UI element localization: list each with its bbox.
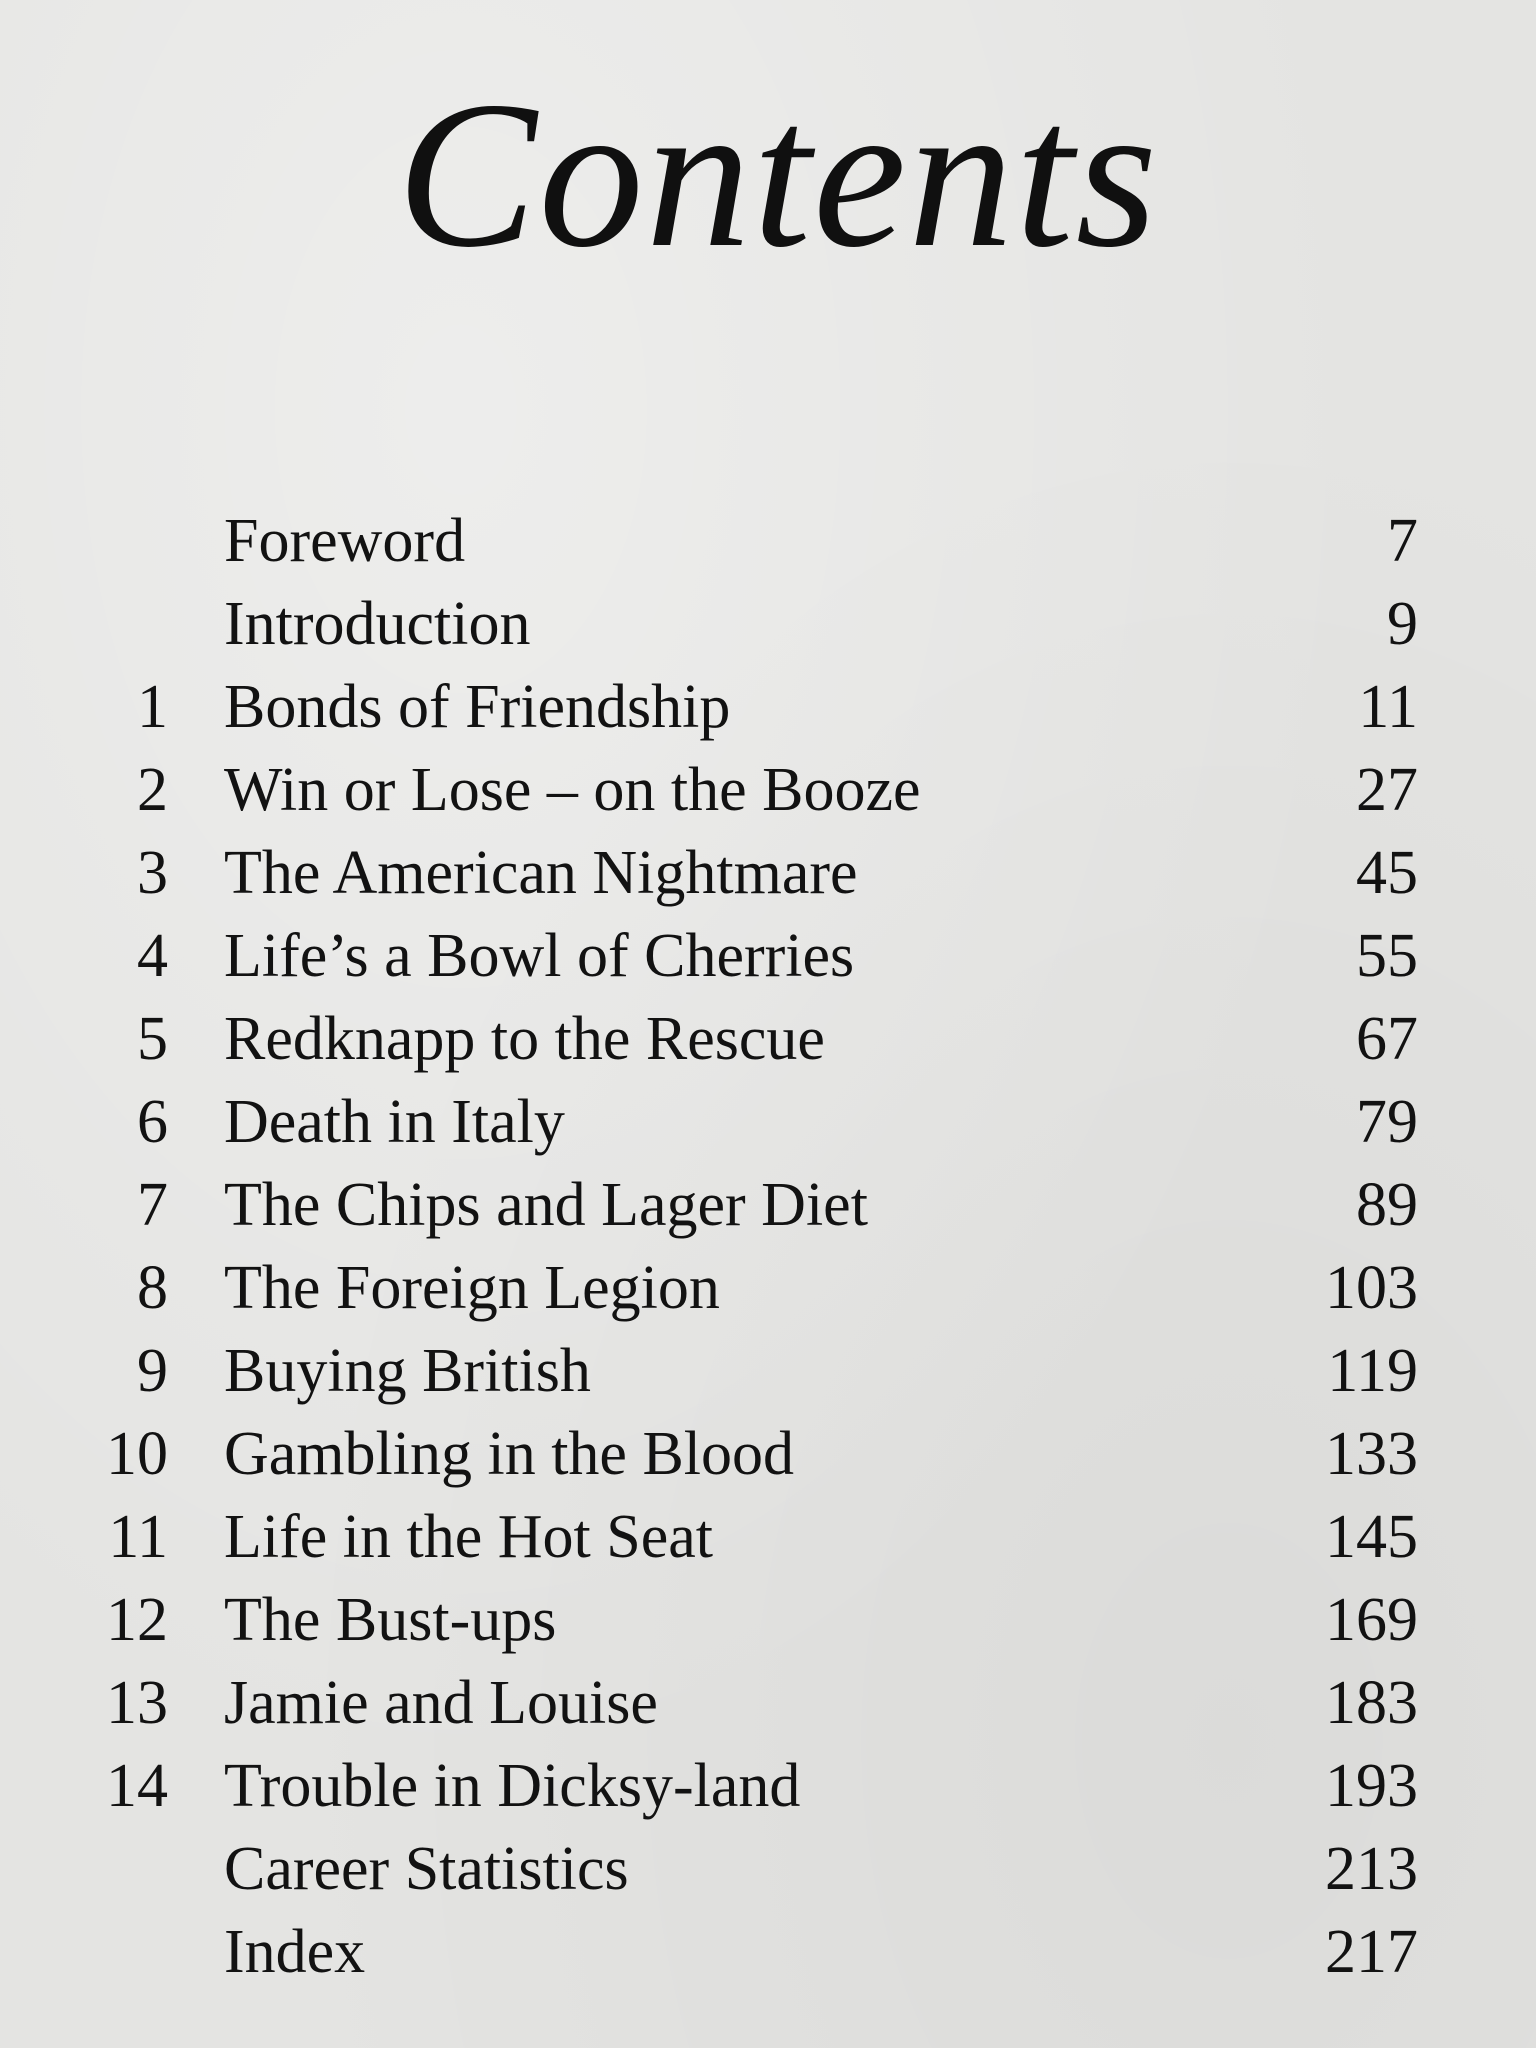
chapter-title: Career Statistics (224, 1835, 629, 1903)
chapter-number: 9 (137, 1337, 168, 1405)
chapter-title: The American Nightmare (224, 839, 858, 907)
toc-entry (0, 1164, 1536, 1247)
chapter-title: The Chips and Lager Diet (224, 1171, 868, 1239)
chapter-title: Life in the Hot Seat (224, 1503, 713, 1571)
table-of-contents (0, 500, 1536, 1994)
page-number: 7 (1387, 507, 1418, 575)
page-number: 55 (1356, 922, 1418, 990)
page-number: 103 (1325, 1254, 1418, 1322)
toc-entry (0, 1496, 1536, 1579)
chapter-number: 12 (106, 1586, 168, 1654)
page-number: 145 (1325, 1503, 1418, 1571)
page-number: 11 (1358, 673, 1418, 741)
toc-entry (0, 832, 1536, 915)
toc-entry (0, 1413, 1536, 1496)
chapter-number: 7 (137, 1171, 168, 1239)
chapter-number: 14 (106, 1752, 168, 1820)
chapter-title: Life’s a Bowl of Cherries (224, 922, 855, 990)
chapter-number: 10 (106, 1420, 168, 1488)
toc-entry (0, 1911, 1536, 1994)
chapter-title: Jamie and Louise (224, 1669, 658, 1737)
chapter-number: 3 (137, 839, 168, 907)
chapter-number: 6 (137, 1088, 168, 1156)
toc-entry (0, 749, 1536, 832)
chapter-number: 8 (137, 1254, 168, 1322)
chapter-title: Index (224, 1918, 366, 1986)
toc-entry (0, 1330, 1536, 1413)
chapter-number: 13 (106, 1669, 168, 1737)
chapter-title: Introduction (224, 590, 531, 658)
chapter-title: Foreword (224, 507, 466, 575)
page-title: Contents (396, 59, 1160, 291)
chapter-number: 2 (137, 756, 168, 824)
chapter-title: Trouble in Dicksy-land (224, 1752, 801, 1820)
toc-entry (0, 915, 1536, 998)
toc-entry (0, 583, 1536, 666)
chapter-number: 5 (137, 1005, 168, 1073)
page-number: 213 (1325, 1835, 1418, 1903)
chapter-title: Bonds of Friendship (224, 673, 731, 741)
toc-entry (0, 1828, 1536, 1911)
toc-entry (0, 1579, 1536, 1662)
toc-entry (0, 666, 1536, 749)
chapter-number: 11 (108, 1503, 168, 1571)
page-number: 67 (1356, 1005, 1418, 1073)
page-number: 79 (1356, 1088, 1418, 1156)
chapter-title: Death in Italy (224, 1088, 565, 1156)
page-number: 133 (1325, 1420, 1418, 1488)
page-number: 193 (1325, 1752, 1418, 1820)
page-number: 183 (1325, 1669, 1418, 1737)
page-number: 9 (1387, 590, 1418, 658)
toc-entry (0, 1745, 1536, 1828)
chapter-title: Gambling in the Blood (224, 1420, 795, 1488)
page-number: 27 (1356, 756, 1418, 824)
toc-entry (0, 1247, 1536, 1330)
page-number: 119 (1327, 1337, 1418, 1405)
page-number: 169 (1325, 1586, 1418, 1654)
chapter-title: The Foreign Legion (224, 1254, 720, 1322)
chapter-number: 1 (137, 673, 168, 741)
chapter-title: Buying British (224, 1337, 591, 1405)
page-number: 45 (1356, 839, 1418, 907)
toc-entry (0, 500, 1536, 583)
toc-entry (0, 1081, 1536, 1164)
page-number: 89 (1356, 1171, 1418, 1239)
toc-entry (0, 1662, 1536, 1745)
chapter-number: 4 (137, 922, 168, 990)
chapter-title: Redknapp to the Rescue (224, 1005, 825, 1073)
page-number: 217 (1325, 1918, 1418, 1986)
toc-entry (0, 998, 1536, 1081)
chapter-title: Win or Lose – on the Booze (224, 756, 921, 824)
chapter-title: The Bust-ups (224, 1586, 557, 1654)
